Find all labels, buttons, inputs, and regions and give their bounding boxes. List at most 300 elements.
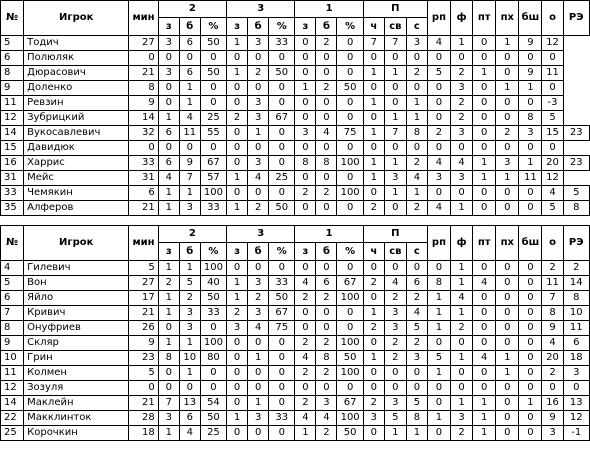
stat-cell: 1 (158, 111, 179, 126)
stat-cell: 1 (227, 411, 248, 426)
header-made: з (158, 18, 179, 36)
stat-cell: 0 (316, 111, 337, 126)
stat-cell: 2 (295, 366, 316, 381)
stat-cell: 1 (363, 351, 384, 366)
stat-cell: 4 (316, 411, 337, 426)
stat-cell: 10 (563, 306, 589, 321)
header-points: о (542, 226, 563, 261)
header-two-pointers: 2 (158, 1, 226, 18)
stat-cell: 8 (316, 351, 337, 366)
stat-cell: 4 (406, 171, 427, 186)
stat-cell: 3 (451, 171, 473, 186)
minutes-cell: 21 (129, 201, 158, 216)
stat-cell: 1 (158, 291, 179, 306)
stat-cell: 8 (295, 156, 316, 171)
stat-cell: 0 (519, 306, 542, 321)
player-name: Тодич (24, 36, 129, 51)
stat-cell: 1 (227, 291, 248, 306)
stat-cell: 0 (158, 81, 179, 96)
player-number: 5 (1, 36, 24, 51)
stat-cell: 0 (542, 81, 563, 96)
minutes-cell: 32 (129, 126, 158, 141)
stat-cell: 0 (248, 426, 269, 441)
stat-cell: 2 (295, 336, 316, 351)
stat-cell: 55 (200, 126, 226, 141)
header-player: Игрок (24, 1, 129, 36)
stat-cell: 8 (563, 291, 589, 306)
stat-cell: 0 (158, 321, 179, 336)
stat-cell: 1 (363, 66, 384, 81)
stat-cell: 0 (496, 111, 519, 126)
stat-cell: 2 (295, 186, 316, 201)
stat-cell: 0 (269, 351, 295, 366)
stat-cell: 11 (179, 126, 200, 141)
header-rebounds: П (363, 1, 427, 18)
minutes-cell: 21 (129, 66, 158, 81)
header-defensive: св (384, 18, 406, 36)
stat-cell: 1 (473, 156, 496, 171)
stat-cell: 1 (427, 411, 450, 426)
stat-cell: 0 (316, 261, 337, 276)
stat-cell: 1 (451, 396, 473, 411)
stat-cell: 1 (363, 171, 384, 186)
player-number: 11 (1, 366, 24, 381)
stat-cell: 5 (179, 276, 200, 291)
table-row (1, 201, 590, 216)
header-efficiency: РЭ (563, 1, 589, 36)
stat-cell: 0 (451, 336, 473, 351)
stat-cell: 4 (406, 306, 427, 321)
stat-cell: 0 (227, 96, 248, 111)
header-num: № (1, 226, 24, 261)
stat-cell: 75 (269, 321, 295, 336)
stat-cell: 0 (316, 381, 337, 396)
minutes-cell: 5 (129, 261, 158, 276)
stat-cell: 1 (158, 306, 179, 321)
stat-cell: -1 (563, 426, 589, 441)
table-row (1, 306, 590, 321)
player-name: Гилевич (24, 261, 129, 276)
table-row (1, 411, 590, 426)
stat-cell: 0 (406, 81, 427, 96)
table-row (1, 366, 590, 381)
player-name: Полюляк (24, 51, 129, 66)
player-number: 4 (1, 261, 24, 276)
stat-cell: 25 (269, 171, 295, 186)
stat-cell: 0 (427, 81, 450, 96)
stat-cell: 11 (542, 276, 563, 291)
stat-cell: 0 (519, 351, 542, 366)
stat-cell: 1 (295, 81, 316, 96)
stat-cell: 3 (427, 171, 450, 186)
header-attempted: б (179, 243, 200, 261)
stat-cell: 0 (427, 336, 450, 351)
player-name: Скляр (24, 336, 129, 351)
stat-cell: -3 (542, 96, 563, 111)
stat-cell: 4 (248, 171, 269, 186)
stat-cell: 0 (295, 201, 316, 216)
stat-cell: 50 (269, 291, 295, 306)
stat-cell: 2 (316, 366, 337, 381)
minutes-cell: 0 (129, 51, 158, 66)
minutes-cell: 17 (129, 291, 158, 306)
header-offensive: ч (363, 243, 384, 261)
table-row (1, 426, 590, 441)
table-row (1, 156, 590, 171)
player-name: Кривич (24, 306, 129, 321)
stat-cell: 0 (473, 126, 496, 141)
header-attempted: б (316, 18, 337, 36)
stat-cell: 1 (363, 96, 384, 111)
stat-cell: 2 (248, 291, 269, 306)
player-name: Вукосавлевич (24, 126, 129, 141)
table-row (1, 276, 590, 291)
minutes-cell: 27 (129, 276, 158, 291)
stat-cell: 0 (427, 96, 450, 111)
stat-cell: 0 (316, 51, 337, 66)
stat-cell: 3 (179, 306, 200, 321)
header-attempted: б (248, 18, 269, 36)
stat-cell: 3 (248, 36, 269, 51)
stat-cell: 0 (337, 381, 363, 396)
stat-cell: 4 (384, 276, 406, 291)
stat-cell: 4 (295, 351, 316, 366)
header-defensive: св (384, 243, 406, 261)
stat-cell: 0 (473, 186, 496, 201)
stat-cell: 2 (406, 336, 427, 351)
stat-cell: 0 (200, 366, 226, 381)
stat-cell: 1 (158, 261, 179, 276)
stat-cell: 0 (337, 321, 363, 336)
stat-cell: 0 (363, 426, 384, 441)
stat-cell: 33 (200, 201, 226, 216)
stat-cell: 54 (200, 396, 226, 411)
stat-cell: 0 (316, 306, 337, 321)
stat-cell: 3 (179, 201, 200, 216)
stat-cell: 0 (384, 381, 406, 396)
table-row (1, 96, 590, 111)
stat-cell: 0 (179, 381, 200, 396)
table-row (1, 381, 590, 396)
stat-cell: 4 (248, 321, 269, 336)
player-number: 35 (1, 201, 24, 216)
minutes-cell: 31 (129, 171, 158, 186)
stat-cell: 16 (542, 396, 563, 411)
stat-cell: 0 (406, 261, 427, 276)
player-name: Ревзин (24, 96, 129, 111)
stat-cell: 3 (451, 126, 473, 141)
stat-cell: 1 (473, 411, 496, 426)
stat-cell: 4 (427, 201, 450, 216)
player-name: Доленко (24, 81, 129, 96)
stat-cell: 5 (563, 186, 589, 201)
stat-cell: 0 (427, 261, 450, 276)
stat-cell: 0 (451, 141, 473, 156)
stat-cell: 1 (295, 426, 316, 441)
player-name: Мейс (24, 171, 129, 186)
stat-cell: 1 (227, 66, 248, 81)
stat-cell: 0 (227, 261, 248, 276)
stat-cell: 0 (406, 366, 427, 381)
minutes-cell: 27 (129, 36, 158, 51)
stat-cell: 2 (384, 351, 406, 366)
stat-cell: 0 (496, 306, 519, 321)
stat-cell: 2 (406, 201, 427, 216)
table-row (1, 186, 590, 201)
table-spacer (1, 216, 590, 226)
stat-cell: 0 (295, 66, 316, 81)
player-number: 25 (1, 426, 24, 441)
stat-cell: 2 (363, 276, 384, 291)
stat-cell: 0 (227, 366, 248, 381)
stat-cell: 0 (427, 111, 450, 126)
stat-cell: 6 (179, 36, 200, 51)
player-number: 9 (1, 336, 24, 351)
table-row (1, 141, 590, 156)
stat-cell: 7 (363, 36, 384, 51)
stat-cell: 2 (248, 201, 269, 216)
player-number: 10 (1, 351, 24, 366)
stat-cell: 0 (316, 201, 337, 216)
stat-cell: 0 (384, 201, 406, 216)
stat-cell: 1 (519, 81, 542, 96)
stat-cell: 0 (179, 141, 200, 156)
stat-cell: 5 (542, 111, 563, 126)
stat-cell: 2 (406, 291, 427, 306)
player-number: 33 (1, 186, 24, 201)
stat-cell: 0 (496, 186, 519, 201)
stat-cell: 0 (200, 381, 226, 396)
stat-cell: 0 (451, 366, 473, 381)
stat-cell: 0 (473, 36, 496, 51)
stat-cell: 2 (316, 81, 337, 96)
stat-cell: 0 (295, 51, 316, 66)
player-name: Грин (24, 351, 129, 366)
stat-cell: 2 (363, 321, 384, 336)
stat-cell: 67 (269, 306, 295, 321)
stat-cell: 0 (248, 366, 269, 381)
stat-cell: 0 (451, 186, 473, 201)
stat-cell: 0 (473, 51, 496, 66)
stat-cell: 3 (248, 411, 269, 426)
stat-cell: 0 (295, 171, 316, 186)
stat-cell: 8 (563, 201, 589, 216)
stat-cell: 0 (384, 261, 406, 276)
stat-cell: 0 (519, 381, 542, 396)
stat-cell: 4 (179, 426, 200, 441)
stat-cell: 2 (227, 111, 248, 126)
stat-cell: 0 (179, 51, 200, 66)
stat-cell: 2 (363, 201, 384, 216)
stat-cell: 57 (200, 171, 226, 186)
stat-cell: 0 (406, 381, 427, 396)
stat-cell: 7 (158, 396, 179, 411)
stat-cell: 0 (427, 396, 450, 411)
stat-cell: 0 (248, 51, 269, 66)
player-number: 11 (1, 96, 24, 111)
stat-cell: 0 (427, 186, 450, 201)
stat-cell: 1 (406, 96, 427, 111)
stat-cell: 15 (542, 126, 563, 141)
stat-cell: 1 (384, 156, 406, 171)
table-row (1, 171, 590, 186)
stat-cell: 1 (227, 201, 248, 216)
stat-cell: 0 (496, 336, 519, 351)
stat-cell: 0 (295, 321, 316, 336)
minutes-cell: 23 (129, 351, 158, 366)
stat-cell: 6 (406, 276, 427, 291)
player-number: 8 (1, 66, 24, 81)
stat-cell: 1 (496, 351, 519, 366)
stat-cell: 0 (473, 111, 496, 126)
stat-cell: 2 (427, 126, 450, 141)
stat-cell: 4 (542, 186, 563, 201)
header-turnovers: пт (473, 226, 496, 261)
stat-cell: 0 (200, 321, 226, 336)
header-percent: % (337, 243, 363, 261)
stat-cell: 0 (337, 261, 363, 276)
stat-cell: 0 (473, 201, 496, 216)
stat-cell: 0 (248, 336, 269, 351)
stat-cell: 8 (542, 306, 563, 321)
stat-cell: 10 (179, 351, 200, 366)
stat-cell: 0 (363, 336, 384, 351)
table-row (1, 336, 590, 351)
stat-cell: 6 (158, 126, 179, 141)
stat-cell: 3 (563, 366, 589, 381)
stat-cell: 2 (158, 276, 179, 291)
stat-cell: 0 (473, 291, 496, 306)
player-number: 31 (1, 171, 24, 186)
header-free-throws: 1 (295, 226, 363, 243)
stat-cell: 50 (200, 411, 226, 426)
stat-cell: 13 (179, 396, 200, 411)
stat-cell: 4 (427, 36, 450, 51)
stat-cell: 0 (337, 171, 363, 186)
stat-cell: 0 (269, 126, 295, 141)
stat-cell: 0 (451, 51, 473, 66)
stat-cell: 50 (200, 36, 226, 51)
player-number: 12 (1, 111, 24, 126)
stat-cell: 2 (542, 261, 563, 276)
stat-cell: 1 (227, 171, 248, 186)
player-name: Алферов (24, 201, 129, 216)
stat-cell: 3 (384, 396, 406, 411)
player-number: 6 (1, 291, 24, 306)
stat-cell: 1 (363, 306, 384, 321)
header-percent: % (269, 18, 295, 36)
stat-cell: 3 (316, 396, 337, 411)
stat-cell: 0 (248, 141, 269, 156)
stat-cell: 1 (451, 306, 473, 321)
header-blocks: бш (519, 226, 542, 261)
stat-cell: 50 (269, 66, 295, 81)
stat-cell: 0 (227, 381, 248, 396)
stat-cell: 1 (496, 36, 519, 51)
stat-cell: 2 (227, 306, 248, 321)
stat-cell: 25 (200, 111, 226, 126)
stat-cell: 0 (384, 96, 406, 111)
header-assists: рп (427, 1, 450, 36)
stat-cell: 20 (542, 351, 563, 366)
header-total: с (406, 243, 427, 261)
stat-cell: 11 (542, 66, 563, 81)
stat-cell: 50 (269, 201, 295, 216)
stat-cell: 0 (427, 141, 450, 156)
header-attempted: б (316, 243, 337, 261)
stat-cell: 2 (451, 321, 473, 336)
stat-cell: 0 (269, 51, 295, 66)
stat-cell: 0 (158, 51, 179, 66)
stat-cell: 0 (269, 156, 295, 171)
header-percent: % (337, 18, 363, 36)
stat-cell: 67 (337, 276, 363, 291)
stat-cell: 0 (363, 141, 384, 156)
stat-cell: 1 (158, 426, 179, 441)
stat-cell: 0 (337, 96, 363, 111)
stat-cell: 33 (269, 36, 295, 51)
stat-cell: 3 (451, 81, 473, 96)
stat-cell: 0 (363, 111, 384, 126)
stat-cell: 3 (248, 306, 269, 321)
stat-cell: 0 (563, 381, 589, 396)
stat-cell: 1 (496, 171, 519, 186)
stat-cell: 0 (496, 321, 519, 336)
stat-cell: 0 (337, 141, 363, 156)
stat-cell: 1 (384, 426, 406, 441)
stat-cell: 0 (519, 321, 542, 336)
stat-cell: 0 (337, 201, 363, 216)
stat-cell: 3 (227, 321, 248, 336)
stat-cell: 0 (473, 381, 496, 396)
stat-cell: 0 (496, 396, 519, 411)
stat-cell: 1 (248, 126, 269, 141)
stat-cell: 1 (427, 366, 450, 381)
stat-cell: 0 (406, 141, 427, 156)
stat-cell: 0 (496, 291, 519, 306)
minutes-cell: 14 (129, 111, 158, 126)
stat-cell: 0 (248, 381, 269, 396)
header-min: мин (129, 226, 158, 261)
header-assists: рп (427, 226, 450, 261)
stat-cell: 50 (337, 351, 363, 366)
header-efficiency: РЭ (563, 226, 589, 261)
stat-cell: 0 (200, 96, 226, 111)
stat-cell: 12 (542, 171, 563, 186)
stat-cell: 2 (451, 96, 473, 111)
spacer-cell (1, 216, 590, 226)
stat-cell: 1 (496, 366, 519, 381)
stat-cell: 0 (227, 81, 248, 96)
header-three-pointers: 3 (227, 1, 295, 18)
stat-cell: 3 (451, 411, 473, 426)
stat-cell: 8 (158, 351, 179, 366)
stat-cell: 0 (519, 201, 542, 216)
player-number: 14 (1, 396, 24, 411)
stat-cell: 0 (295, 261, 316, 276)
header-made: з (295, 243, 316, 261)
header-steals: пх (496, 226, 519, 261)
player-name: Яйло (24, 291, 129, 306)
stat-cell: 0 (496, 201, 519, 216)
stat-cell: 0 (473, 306, 496, 321)
header-three-pointers: 3 (227, 226, 295, 243)
stat-cell: 4 (179, 111, 200, 126)
stat-cell: 0 (519, 336, 542, 351)
stat-cell: 1 (427, 291, 450, 306)
player-number: 8 (1, 321, 24, 336)
stat-cell: 5 (384, 411, 406, 426)
